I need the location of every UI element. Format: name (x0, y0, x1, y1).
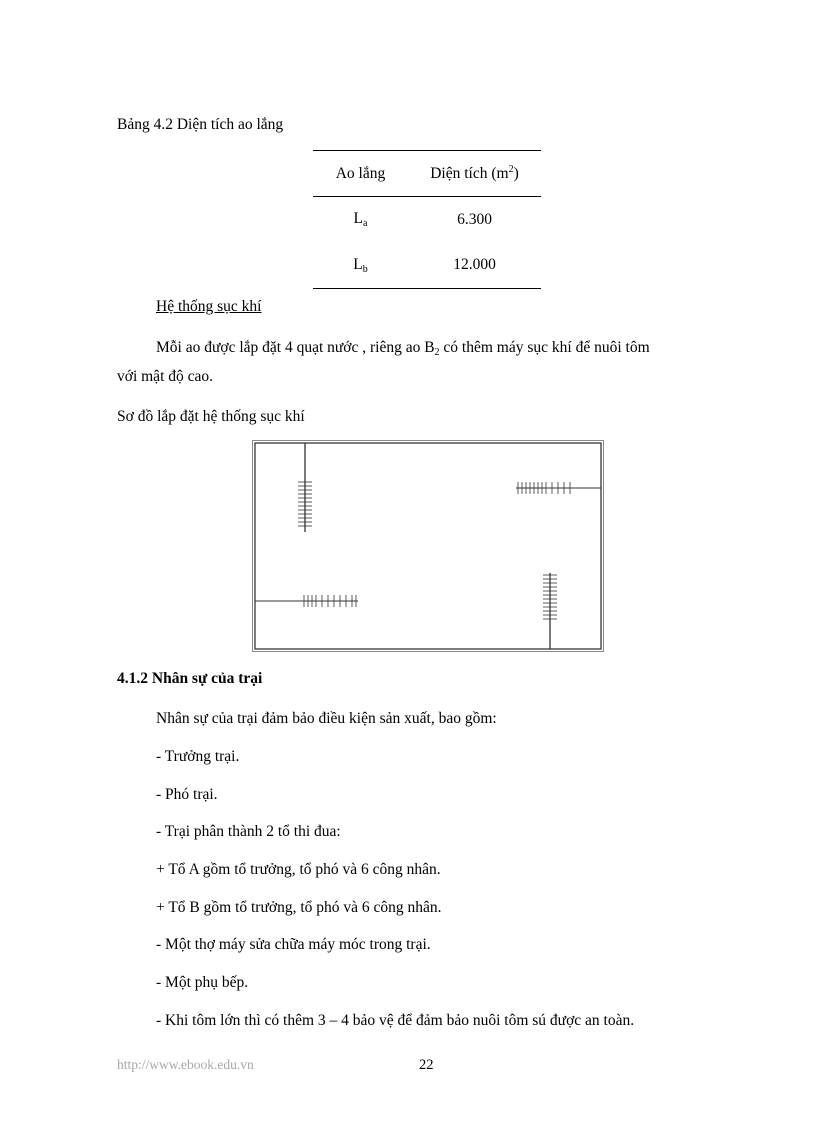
list-item: - Phó trại. (156, 786, 218, 803)
aerator-bottom-left (255, 595, 358, 607)
aerator-bottom-right (543, 573, 557, 649)
aeration-paragraph-line2: với mật độ cao. (117, 368, 214, 385)
header-pond: Ao lắng (335, 164, 386, 182)
table-header-row (313, 151, 541, 197)
table-row (313, 243, 541, 289)
section-heading: 4.1.2 Nhân sự của trại (117, 670, 263, 687)
list-item: - Một phụ bếp. (156, 974, 249, 991)
list-item: - Một thợ máy sửa chữa máy móc trong trại. (156, 936, 431, 953)
list-item: - Trại phân thành 2 tổ thi đua: (156, 823, 341, 840)
aerator-top-left (298, 443, 312, 532)
aeration-layout-diagram (252, 440, 604, 652)
pond-area-cell: 12.000 (453, 256, 496, 274)
list-item: + Tổ B gồm tổ trưởng, tổ phó và 6 công nhân. (156, 899, 442, 916)
diagram-caption: Sơ đồ lắp đặt hệ thống sục khí (117, 408, 305, 425)
pond-area-table (313, 150, 541, 289)
pond-name-cell: $L_b$ (353, 255, 368, 275)
aeration-paragraph-line1: Mỗi ao được lắp đặt 4 quạt nước , riêng ao $B_2$ có thêm máy sục khí để nuôi tôm (156, 339, 650, 358)
page-number: 22 (419, 1057, 434, 1073)
table-row (313, 197, 541, 243)
staff-intro: Nhân sự của trại đảm bảo điều kiện sản xuất, bao gồm: (156, 710, 497, 727)
list-item: - Khi tôm lớn thì có thêm 3 – 4 bảo vệ để đảm bảo nuôi tôm sú được an toàn. (156, 1012, 635, 1029)
pond-name-cell: $L_a$ (353, 210, 368, 230)
footer-url[interactable]: http://www.ebook.edu.vn (117, 1057, 254, 1072)
aeration-heading: Hệ thống sục khí (156, 298, 262, 315)
list-item: - Trưởng trại. (156, 748, 240, 765)
pond-inner-outline (255, 443, 601, 649)
pond-area-cell: 6.300 (457, 210, 492, 228)
table-caption: Bảng 4.2 Diện tích ao lắng (117, 116, 284, 133)
header-area: Diện tích $(m^2)$ (430, 164, 519, 182)
list-item: + Tổ A gồm tổ trưởng, tổ phó và 6 công nhân. (156, 861, 441, 878)
aerator-top-right (516, 482, 601, 494)
